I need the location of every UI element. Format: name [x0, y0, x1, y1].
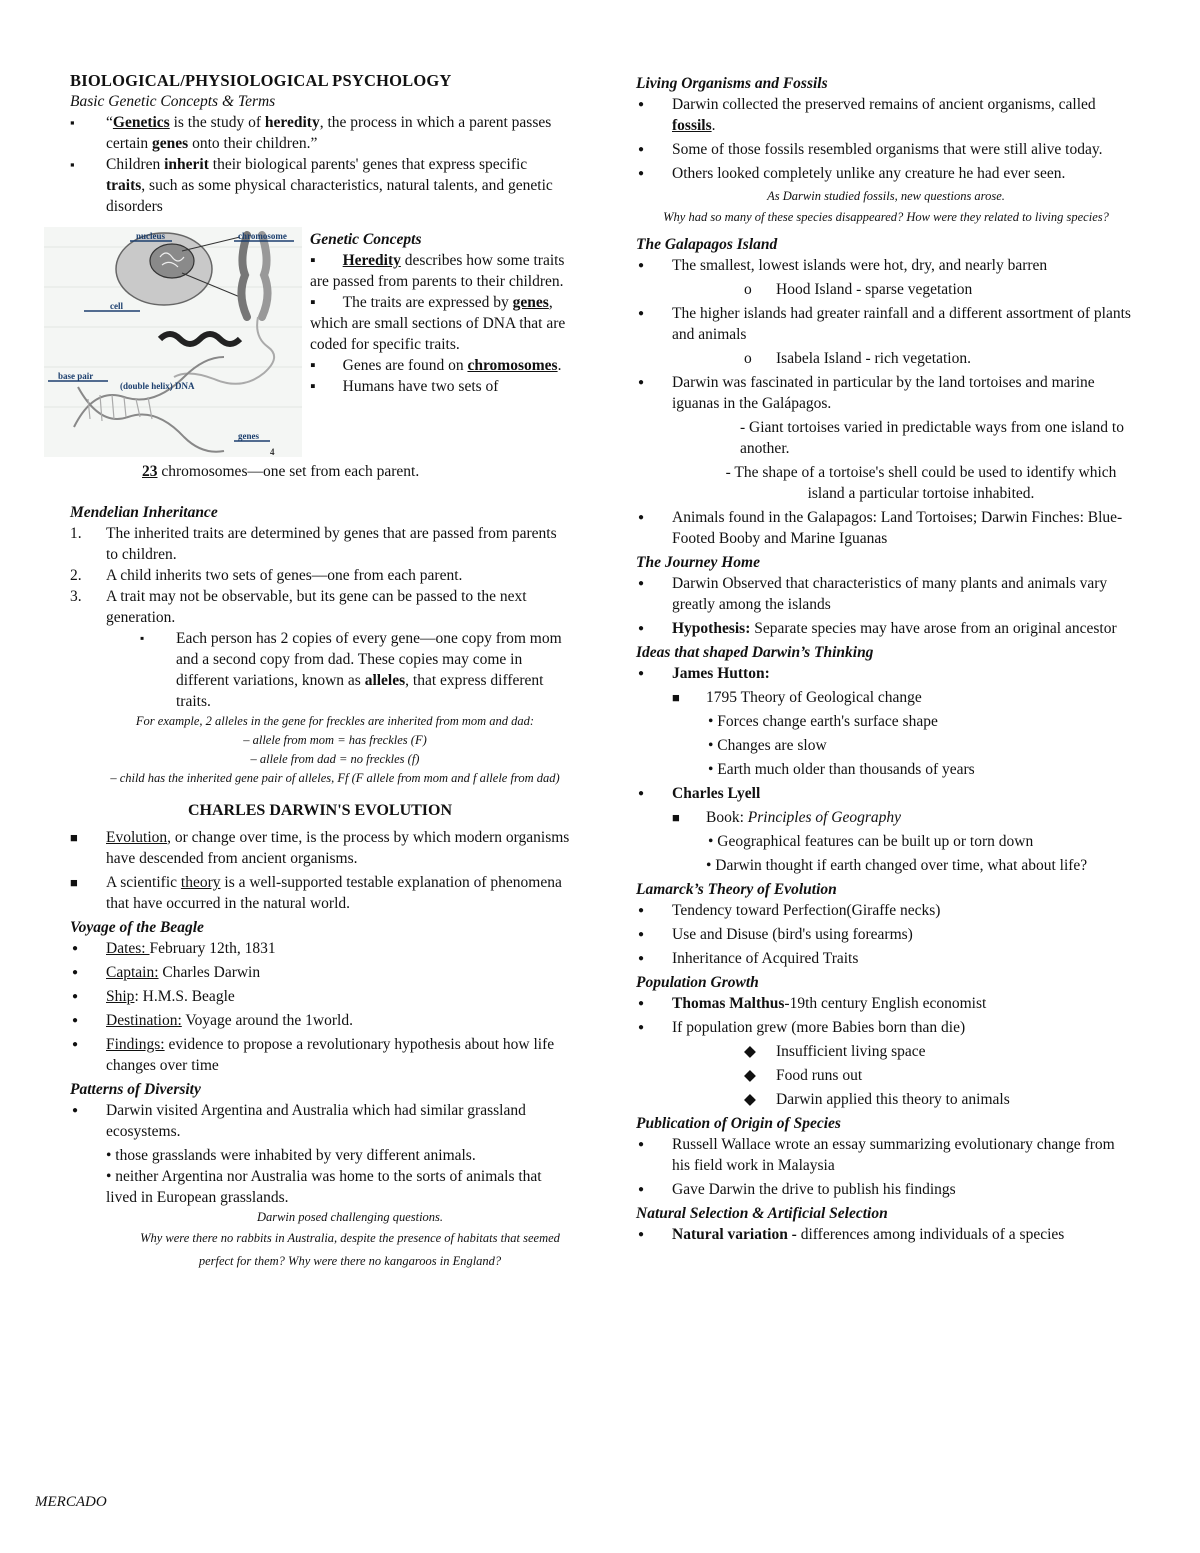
population-subitem: ◆ Darwin applied this theory to animals [636, 1089, 1136, 1110]
patterns-note: Darwin posed challenging questions. [256, 1210, 444, 1224]
origin-item: ● Gave Darwin the drive to publish his findings [636, 1179, 1136, 1200]
alleles-item: ▪ Each person has 2 copies of every gene—one copy from mom and a second copy from dad. These copies may come in different variations, known as alleles, that express different traits. [140, 628, 570, 712]
origin-item: ● Russell Wallace wrote an essay summarizing evolutionary change from his field work in Malaysia [636, 1134, 1136, 1176]
galapagos-dash: - The shape of a tortoise's shell could be used to identify which island a particular tortoise inhabited. [725, 464, 1117, 502]
population-item: ● If population grew (more Babies born than die) [636, 1017, 1136, 1038]
fossils-item: ● Some of those fossils resembled organisms that were still alive today. [636, 139, 1136, 160]
population-subitem: ◆ Insufficient living space [636, 1041, 1136, 1062]
mendelian-item: 3. A trait may not be observable, but its gene can be passed to the next generation. [70, 588, 527, 626]
origin-heading: Publication of Origin of Species [636, 1115, 841, 1132]
freckles-example: For example, 2 alleles in the gene for freckles are inherited from mom and dad: [135, 714, 535, 728]
figure-page-number: 4 [270, 447, 275, 457]
ideas-item-lyell: ● Charles Lyell [636, 783, 1136, 804]
galapagos-sub-1 [636, 279, 1136, 300]
fossils-question: Why had so many of these species disappeared? How were they related to living species? [663, 210, 1109, 224]
label-nucleus: nucleus [136, 231, 166, 241]
genetic-concept-genes: ▪ The traits are expressed by genes, which are small sections of DNA that are coded for specific traits. [310, 294, 566, 353]
patterns-list [70, 1100, 570, 1142]
ideas-item-hutton: ● James Hutton: [636, 663, 1136, 684]
patterns-item: ● Darwin visited Argentina and Australia which had similar grassland ecosystems. [70, 1100, 570, 1142]
page-title: BIOLOGICAL/PHYSIOLOGICAL PSYCHOLOGY [70, 71, 452, 90]
journey-item: ● Darwin Observed that characteristics of many plants and animals vary greatly among the islands [636, 573, 1136, 615]
voyage-item: ● Findings: evidence to propose a revolutionary hypothesis about how life changes over time [70, 1034, 570, 1076]
mendelian-item: 2. A child inherits two sets of genes—one from each parent. [70, 567, 463, 584]
freckles-dash-item: – allele from dad = no freckles (f) [250, 752, 420, 766]
voyage-heading: Voyage of the Beagle [70, 919, 204, 936]
lyell-subitem: ■ Book: Principles of Geography [636, 807, 1136, 828]
galapagos-subitem: o Isabela Island - rich vegetation. [636, 348, 1136, 369]
genetic-concept-chromosomes: ▪ Genes are found on chromosomes. [310, 357, 562, 374]
hutton-line: • Changes are slow [708, 737, 827, 754]
lamarck-item: ● Tendency toward Perfection(Giraffe necks) [636, 900, 1136, 921]
galapagos-list-3 [636, 372, 1136, 414]
hutton-line: • Forces change earth's surface shape [708, 713, 938, 730]
genetic-concepts [310, 227, 566, 397]
galapagos-item: ● The higher islands had greater rainfall and a different assortment of plants and animals [636, 303, 1136, 345]
patterns-heading: Patterns of Diversity [70, 1081, 201, 1098]
section-subtitle: Basic Genetic Concepts & Terms [70, 93, 276, 110]
hutton-subitem: ■ 1795 Theory of Geological change [636, 687, 1136, 708]
ideas-list-lyell [636, 783, 1136, 804]
label-chromosome: chromosome [238, 231, 287, 241]
freckles-dash-item: – allele from mom = has freckles (F) [243, 733, 427, 747]
voyage-list [70, 938, 570, 1076]
natural-selection-list [636, 1224, 1136, 1245]
galapagos-item: ● The smallest, lowest islands were hot, dry, and nearly barren [636, 255, 1136, 276]
label-cell: cell [110, 301, 123, 311]
mendelian-list [70, 523, 570, 628]
population-item: ● Thomas Malthus-19th century English economist [636, 993, 1136, 1014]
hutton-sub [636, 687, 1136, 708]
population-subitem: ◆ Food runs out [636, 1065, 1136, 1086]
freckles-dash-item: – child has the inherited gene pair of alleles, Ff (F allele from mom and f allele from dad) [110, 771, 560, 785]
lamarck-heading: Lamarck’s Theory of Evolution [636, 881, 837, 898]
intro-item-inherit: ▪ Children inherit their biological parents' genes that express specific traits, such as some physical characteristics, natural talents, and genetic disorders [70, 154, 570, 217]
patterns-question: Why were there no rabbits in Australia, despite the presence of habitats that seemed perfect for them? Why were there no kangaroos in England? [140, 1231, 560, 1268]
journey-heading: The Journey Home [636, 554, 760, 571]
natural-selection-heading: Natural Selection & Artificial Selection [636, 1205, 888, 1222]
intro-list [70, 112, 570, 217]
voyage-item: ● Destination: Voyage around the 1world. [70, 1010, 570, 1031]
patterns-line: • neither Argentina nor Australia was home to the sorts of animals that lived in European grasslands. [106, 1168, 542, 1206]
label-base-pair: base pair [58, 371, 94, 381]
galapagos-sub-2 [636, 348, 1136, 369]
alleles-list [70, 628, 570, 712]
galapagos-item: ● Animals found in the Galapagos: Land Tortoises; Darwin Finches: Blue-Footed Booby and Marine Iguanas [636, 507, 1136, 549]
genetic-concepts-heading: Genetic Concepts [310, 231, 422, 248]
label-double-helix: (double helix) DNA [120, 381, 195, 391]
population-list [636, 993, 1136, 1038]
population-sub [636, 1041, 1136, 1110]
right-column [636, 70, 1136, 1248]
lyell-line: • Geographical features can be built up or torn down [708, 833, 1034, 850]
patterns-line: • those grasslands were inhabited by very different animals. [106, 1147, 476, 1164]
fossils-heading: Living Organisms and Fossils [636, 75, 828, 92]
ideas-list-hutton [636, 663, 1136, 684]
genetic-concept-humans: ▪ Humans have two sets of [310, 378, 499, 395]
left-column [58, 70, 570, 1273]
galapagos-list-1 [636, 255, 1136, 276]
genetics-figure-block [58, 223, 570, 461]
hutton-line: • Earth much older than thousands of years [708, 761, 975, 778]
fossils-list [636, 94, 1136, 184]
intro-item-genetics: ▪ “Genetics is the study of heredity, the process in which a parent passes certain genes onto their children.” [70, 112, 570, 154]
dna-chromosome-diagram [44, 227, 302, 457]
voyage-item: ● Dates: February 12th, 1831 [70, 938, 570, 959]
galapagos-list-4 [636, 507, 1136, 549]
lamarck-item: ● Inheritance of Acquired Traits [636, 948, 1136, 969]
fossils-note: As Darwin studied fossils, new questions arose. [767, 189, 1005, 203]
ideas-heading: Ideas that shaped Darwin’s Thinking [636, 644, 874, 661]
galapagos-item: ● Darwin was fascinated in particular by the land tortoises and marine iguanas in the Galápagos. [636, 372, 1136, 414]
galapagos-heading: The Galapagos Island [636, 236, 778, 253]
footer-author: MERCADO [35, 1494, 107, 1510]
galapagos-dash: - Giant tortoises varied in predictable ways from one island to another. [740, 419, 1124, 457]
fossils-item: ● Darwin collected the preserved remains of ancient organisms, called fossils. [636, 94, 1136, 136]
evolution-list [70, 827, 570, 914]
label-genes: genes [238, 431, 259, 441]
nucleus-shape [150, 244, 194, 278]
lyell-line: • Darwin thought if earth changed over time, what about life? [706, 857, 1088, 874]
natural-selection-item: ● Natural variation - differences among individuals of a species [636, 1224, 1136, 1245]
evolution-item: ■ Evolution, or change over time, is the process by which modern organisms have descended from ancient organisms. [70, 827, 570, 869]
journey-list [636, 573, 1136, 639]
theory-item: ■ A scientific theory is a well-supported testable explanation of phenomena that have occurred in the natural world. [70, 872, 570, 914]
genetic-concept-heredity: ▪ Heredity describes how some traits are passed from parents to their children. [310, 252, 565, 290]
journey-item: ● Hypothesis: Separate species may have arose from an original ancestor [636, 618, 1136, 639]
voyage-item: ● Ship: H.M.S. Beagle [70, 986, 570, 1007]
galapagos-subitem: o Hood Island - sparse vegetation [636, 279, 1136, 300]
fossils-item: ● Others looked completely unlike any creature he had ever seen. [636, 163, 1136, 184]
darwin-evolution-heading: CHARLES DARWIN'S EVOLUTION [187, 802, 453, 819]
mendelian-heading: Mendelian Inheritance [70, 504, 218, 521]
chromosome-count-line: 23 chromosomes—one set from each parent. [142, 463, 420, 480]
lamarck-list [636, 900, 1136, 969]
origin-list [636, 1134, 1136, 1200]
population-heading: Population Growth [636, 974, 759, 991]
voyage-item: ● Captain: Charles Darwin [70, 962, 570, 983]
lamarck-item: ● Use and Disuse (bird's using forearms) [636, 924, 1136, 945]
galapagos-list-2 [636, 303, 1136, 345]
mendelian-item: 1. The inherited traits are determined by genes that are passed from parents to children. [70, 525, 557, 563]
lyell-sub [636, 807, 1136, 828]
freckles-dash-list [70, 731, 570, 788]
